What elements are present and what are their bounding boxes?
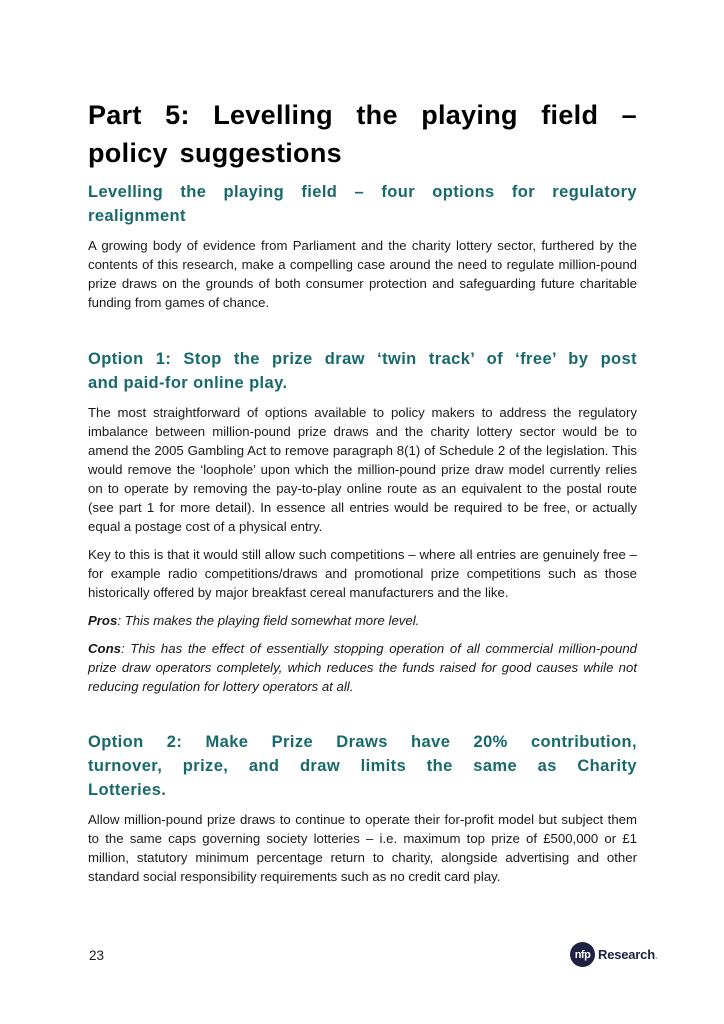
nfp-research-logo — [570, 942, 658, 967]
option-1-paragraph-2: Key to this is that it would still allow such competitions – where all entries are genuinely free – for example radio competitions/draws and promotional prize competitions such as those historically offered by major breakfast cereal manufacturers and the like. — [88, 547, 637, 600]
logo-text: Research — [598, 947, 655, 962]
page-title — [88, 96, 637, 172]
option-1-heading-line-2: and paid-for online play. — [88, 374, 288, 392]
section-subtitle-line-2: realignment — [88, 207, 186, 225]
option-2-heading-line-2: turnover, prize, and draw limits the same as Charity — [88, 757, 637, 775]
option-1-heading — [88, 347, 637, 395]
nfp-logo-mark-icon — [570, 942, 595, 967]
page-number: 23 — [89, 948, 105, 963]
option-2-paragraph-1: Allow million-pound prize draws to continue to operate their for-profit model but subject them to the same caps governing society lotteries – i.e. maximum top prize of £500,000 or £1 million, statutory minimum percentage return to charity, alongside advertising and other standard social responsibility requirements such as no credit card play. — [88, 812, 637, 884]
logo-wordmark — [598, 947, 658, 962]
option-2-heading — [88, 730, 637, 802]
option-2-heading-line-1: Option 2: Make Prize Draws have 20% contribution, — [88, 733, 637, 751]
pros-label: Pros — [88, 613, 118, 628]
cons-label: Cons — [88, 641, 121, 656]
section-subtitle — [88, 180, 637, 228]
section-subtitle-line-1: Levelling the playing field – four options for regulatory — [88, 183, 637, 201]
option-1-pros — [88, 611, 637, 630]
option-2-heading-line-3: Lotteries. — [88, 781, 167, 799]
document-page — [88, 96, 637, 886]
option-1-paragraph-1: The most straightforward of options available to policy makers to address the regulatory imbalance between million-pound prize draws and the charity lottery sector would be to amend the 2005 Gambling Act to remove paragraph 8(1) of Schedule 2 of the legislation. This would remove the ‘loophole’ upon which the million-pound prize draw model currently relies on to operate by removing the pay-to-play online route as an equivalent to the postal route (see part 1 for more detail). In essence all entries would be required to be free, or actually equal a postage cost of a physical entry. — [88, 405, 637, 534]
page-title-line-2: policy suggestions — [88, 138, 342, 168]
logo-mark-text: nfp — [574, 948, 591, 961]
page-title-line-1: Part 5: Levelling the playing field – — [88, 100, 637, 130]
option-1-heading-line-1: Option 1: Stop the prize draw ‘twin track’ of ‘free’ by post — [88, 350, 637, 368]
logo-dot: . — [654, 951, 658, 962]
pros-text: : This makes the playing field somewhat more level. — [117, 613, 420, 628]
intro-paragraph: A growing body of evidence from Parliament and the charity lottery sector, furthered by the contents of this research, make a compelling case around the need to regulate million-pound prize draws on the grounds of both consumer protection and safeguarding future charitable funding from games of chance. — [88, 238, 637, 310]
option-1-cons — [88, 639, 637, 696]
cons-text: : This has the effect of essentially stopping operation of all commercial million-pound prize draw operators completely, which reduces the funds raised for good causes while not reducing regulation for lottery operators at all. — [88, 641, 637, 694]
